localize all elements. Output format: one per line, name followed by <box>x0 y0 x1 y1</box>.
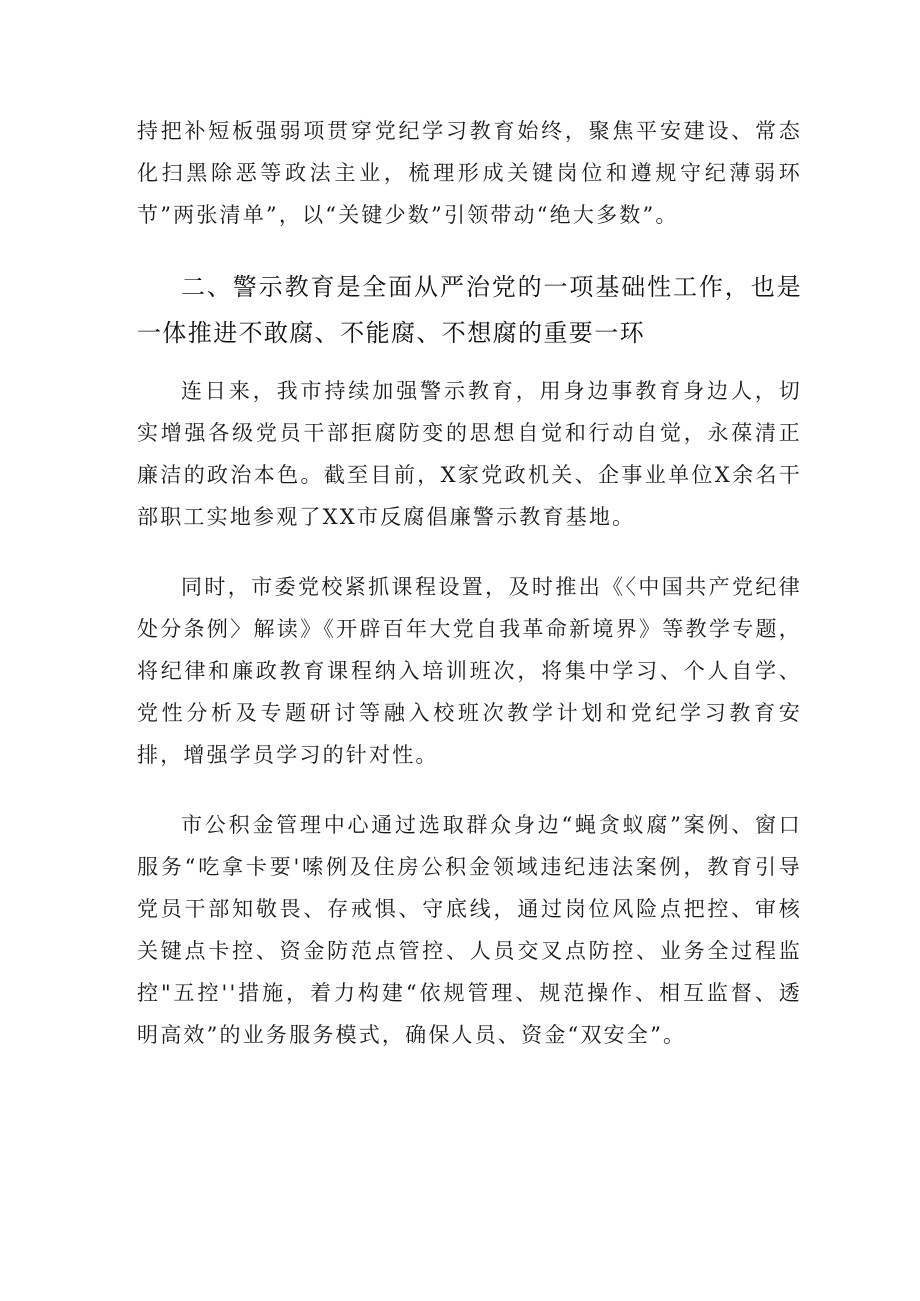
body-paragraph-1: 连日来，我市持续加强警示教育，用身边事教育身边人，切实增强各级党员干部拒腐防变的思想自觉和行动自觉，永葆清正廉洁的政治本色。截至目前，X家党政机关、企事业单位X余名干部职工实地参观了XX市反腐倡廉警示教育基地。 <box>137 379 802 529</box>
section-heading: 二、警示教育是全面从严治党的一项基础性工作，也是一体推进不敢腐、不能腐、不想腐的重要一环 <box>137 273 802 347</box>
body-paragraph-2: 同时，市委党校紧抓课程设置，及时推出《〈中国共产党纪律处分条例〉解读》《开辟百年大党自我革命新境界》等教学专题，将纪律和廉政教育课程纳入培训班次，将集中学习、个人自学、党性分析及专题研讨等融入校班次教学计划和党纪学习教育安排，增强学员学习的针对性。 <box>137 575 802 767</box>
paragraph-gap <box>137 776 802 804</box>
paragraph-gap <box>137 538 802 566</box>
body-paragraph-3: 市公积金管理中心通过选取群众身边“蝇贪蚁腐”案例、窗口服务“吃拿卡要'嗦例及住房公积金领域违纪违法案例，教育引导党员干部知敬畏、存戒惧、守底线，通过岗位风险点把控、审核关键点卡控、资金防范点管控、人员交叉点防控、业务全过程监控"五控''措施，着力构建“依规管理、规范操作、相互监督、透明高效”的业务服务模式，确保人员、资金“双安全”。 <box>137 813 802 1047</box>
opening-paragraph: 持把补短板强弱项贯穿党纪学习教育始终，聚焦平安建设、常态化扫黑除恶等政法主业，梳理形成关键岗位和遵规守纪薄弱环节”两张清单”，以“关键少数”引领带动“绝大多数”。 <box>137 119 802 227</box>
